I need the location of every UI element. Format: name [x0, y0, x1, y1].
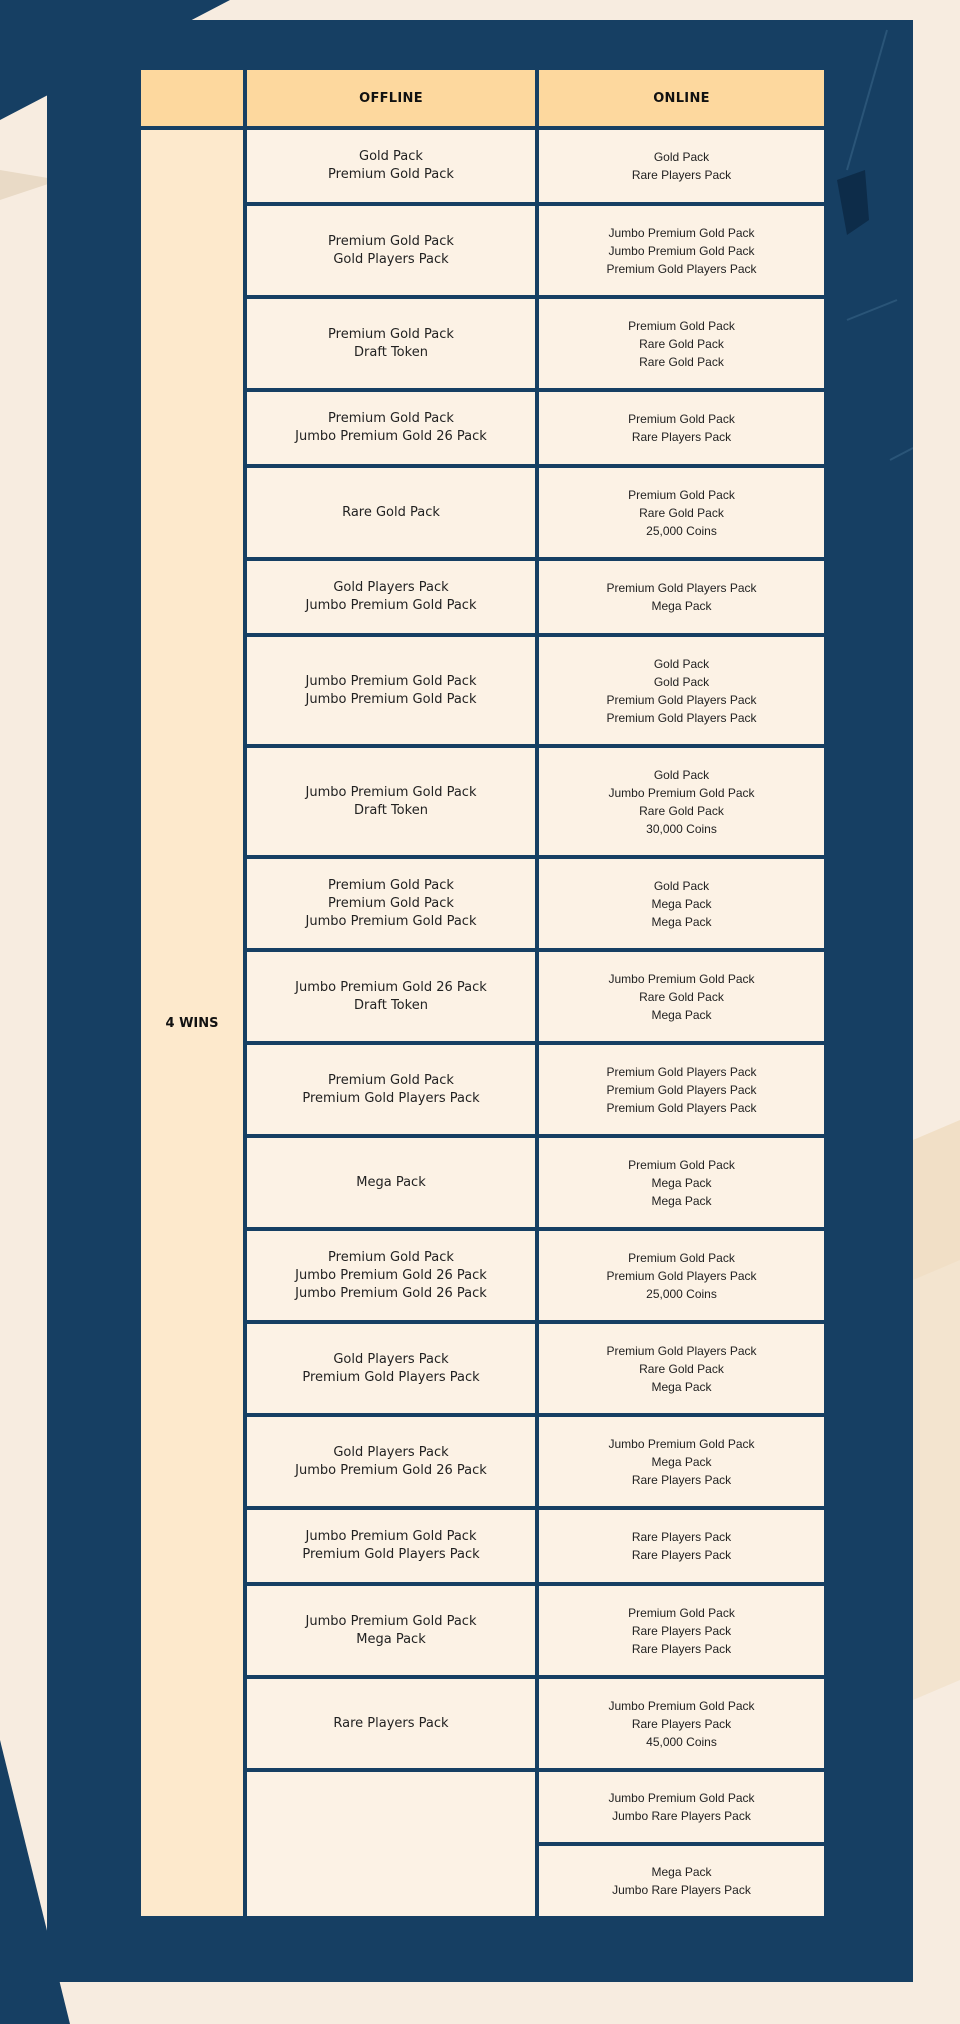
table-row — [141, 1772, 824, 1842]
online-cell — [539, 1679, 824, 1768]
offline-reward: Mega Pack — [356, 1631, 426, 1647]
online-reward: Premium Gold Players Pack — [606, 1100, 757, 1115]
online-cell — [539, 1846, 824, 1916]
online-reward: Rare Players Pack — [631, 168, 732, 182]
offline-cell — [247, 952, 535, 1041]
offline-reward: Jumbo Premium Gold Pack — [305, 598, 477, 613]
online-cell — [539, 1586, 824, 1675]
offline-cell — [247, 637, 535, 744]
online-reward: Jumbo Premium Gold Pack — [608, 971, 755, 986]
online-reward: Mega Pack — [651, 1865, 712, 1879]
offline-cell — [247, 859, 535, 948]
offline-cell — [247, 130, 535, 202]
online-cell — [539, 1510, 824, 1582]
table-row — [141, 1231, 824, 1320]
online-reward: Premium Gold Pack — [628, 1250, 735, 1265]
offline-reward: Jumbo Premium Gold 26 Pack — [295, 1462, 487, 1478]
offline-reward: Mega Pack — [356, 1174, 426, 1190]
online-reward: Rare Gold Pack — [639, 803, 724, 818]
offline-cell — [247, 1417, 535, 1506]
online-cell — [539, 1138, 824, 1227]
online-reward: Mega Pack — [651, 914, 712, 929]
online-reward: Premium Gold Players Pack — [606, 1268, 757, 1283]
offline-cell — [247, 1231, 535, 1320]
online-reward: Jumbo Premium Gold Pack — [608, 243, 755, 258]
online-reward: Gold Pack — [653, 878, 710, 893]
online-cell — [539, 952, 824, 1041]
online-cell — [539, 206, 824, 295]
online-cell — [539, 468, 824, 557]
online-reward: Rare Gold Pack — [639, 336, 724, 351]
offline-reward: Gold Players Pack — [333, 1351, 449, 1367]
online-reward: Gold Pack — [653, 767, 710, 782]
online-cell — [539, 1417, 824, 1506]
online-reward: Mega Pack — [651, 599, 712, 613]
offline-cell — [247, 1679, 535, 1768]
offline-cell — [247, 1586, 535, 1675]
offline-reward: Premium Gold Pack — [328, 167, 454, 182]
online-reward: Gold Pack — [653, 656, 710, 671]
offline-reward: Premium Gold Pack — [328, 1249, 454, 1265]
offline-reward: Jumbo Premium Gold 26 Pack — [295, 1267, 487, 1283]
rewards-table — [137, 66, 828, 1920]
online-reward: Jumbo Premium Gold Pack — [608, 1791, 755, 1805]
table-row — [141, 1679, 824, 1768]
offline-reward: Premium Gold Players Pack — [302, 1369, 480, 1385]
online-cell — [539, 859, 824, 948]
offline-cell — [247, 468, 535, 557]
table-row — [141, 468, 824, 557]
online-reward: Premium Gold Players Pack — [606, 261, 757, 276]
online-reward: Gold Pack — [653, 150, 710, 164]
online-reward: Jumbo Rare Players Pack — [612, 1883, 751, 1897]
online-reward: Rare Players Pack — [631, 1472, 732, 1487]
offline-cell — [247, 1772, 535, 1916]
offline-cell — [247, 561, 535, 633]
online-reward: Rare Players Pack — [631, 1530, 732, 1544]
online-cell — [539, 130, 824, 202]
online-reward: Rare Players Pack — [631, 1641, 732, 1656]
offline-reward: Jumbo Premium Gold Pack — [305, 691, 477, 707]
online-reward: Jumbo Premium Gold Pack — [608, 1436, 755, 1451]
offline-reward: Jumbo Premium Gold Pack — [305, 673, 477, 689]
header-blank-cell — [141, 70, 243, 126]
online-reward: Rare Gold Pack — [639, 354, 724, 369]
online-cell — [539, 637, 824, 744]
online-reward: 30,000 Coins — [646, 821, 717, 836]
online-cell — [539, 392, 824, 464]
online-reward: Premium Gold Pack — [628, 1605, 735, 1620]
online-reward: Mega Pack — [651, 1454, 712, 1469]
online-reward: Mega Pack — [651, 1379, 712, 1394]
offline-reward: Premium Gold Pack — [328, 326, 454, 342]
offline-reward: Premium Gold Pack — [328, 1072, 454, 1088]
table-row — [141, 748, 824, 855]
offline-reward: Draft Token — [354, 344, 428, 360]
offline-reward: Jumbo Premium Gold Pack — [305, 1613, 477, 1629]
table-row — [141, 1324, 824, 1413]
online-cell — [539, 561, 824, 633]
offline-cell — [247, 1045, 535, 1134]
offline-reward: Jumbo Premium Gold 26 Pack — [295, 1285, 487, 1301]
online-cell — [539, 748, 824, 855]
table-row — [141, 1417, 824, 1506]
online-reward: 45,000 Coins — [646, 1734, 717, 1749]
offline-cell — [247, 1510, 535, 1582]
online-reward: Rare Players Pack — [631, 1548, 732, 1562]
offline-reward: Rare Players Pack — [333, 1715, 449, 1731]
online-reward: Premium Gold Players Pack — [606, 1343, 757, 1358]
online-reward: Mega Pack — [651, 1007, 712, 1022]
online-reward: Premium Gold Pack — [628, 1157, 735, 1172]
online-reward: Premium Gold Players Pack — [606, 581, 757, 595]
table-row — [141, 392, 824, 464]
online-cell — [539, 1231, 824, 1320]
offline-reward: Gold Players Pack — [333, 580, 449, 595]
online-reward: Mega Pack — [651, 896, 712, 911]
offline-cell — [247, 1138, 535, 1227]
offline-reward: Draft Token — [354, 997, 428, 1013]
offline-cell — [247, 748, 535, 855]
wins-label: 4 WINS — [141, 130, 243, 1916]
offline-cell — [247, 299, 535, 388]
online-header: ONLINE — [539, 70, 824, 126]
offline-reward: Jumbo Premium Gold 26 Pack — [295, 429, 487, 444]
online-reward: 25,000 Coins — [646, 523, 717, 538]
table-row — [141, 130, 824, 202]
table-row — [141, 561, 824, 633]
online-reward: Jumbo Rare Players Pack — [612, 1809, 751, 1823]
offline-reward: Jumbo Premium Gold Pack — [305, 1529, 477, 1544]
table-row — [141, 1045, 824, 1134]
offline-reward: Rare Gold Pack — [342, 504, 440, 520]
header-row — [141, 70, 824, 126]
table-row — [141, 637, 824, 744]
offline-header: OFFLINE — [247, 70, 535, 126]
offline-reward: Gold Pack — [359, 149, 423, 164]
offline-reward: Jumbo Premium Gold Pack — [305, 913, 477, 929]
online-reward: Rare Players Pack — [631, 430, 732, 444]
offline-reward: Gold Players Pack — [333, 251, 449, 267]
table-row — [141, 1586, 824, 1675]
online-reward: Premium Gold Players Pack — [606, 1064, 757, 1079]
online-reward: Jumbo Premium Gold Pack — [608, 785, 755, 800]
table-row — [141, 299, 824, 388]
table-row — [141, 206, 824, 295]
offline-reward: Premium Gold Players Pack — [302, 1547, 480, 1562]
online-reward: Rare Gold Pack — [639, 989, 724, 1004]
online-reward: Mega Pack — [651, 1193, 712, 1208]
online-cell — [539, 1324, 824, 1413]
online-reward: Premium Gold Pack — [628, 412, 735, 426]
online-reward: Jumbo Premium Gold Pack — [608, 225, 755, 240]
online-reward: Rare Gold Pack — [639, 505, 724, 520]
online-cell — [539, 299, 824, 388]
offline-cell — [247, 392, 535, 464]
online-reward: Premium Gold Players Pack — [606, 692, 757, 707]
offline-reward: Premium Gold Players Pack — [302, 1090, 480, 1106]
offline-reward: Gold Players Pack — [333, 1444, 449, 1460]
offline-reward: Premium Gold Pack — [328, 233, 454, 249]
table-row — [141, 1510, 824, 1582]
offline-cell — [247, 206, 535, 295]
offline-reward: Draft Token — [354, 802, 428, 818]
offline-reward: Jumbo Premium Gold 26 Pack — [295, 979, 487, 995]
offline-reward: Premium Gold Pack — [328, 895, 454, 911]
offline-reward: Premium Gold Pack — [328, 877, 454, 893]
online-reward: Premium Gold Players Pack — [606, 1082, 757, 1097]
online-reward: Mega Pack — [651, 1175, 712, 1190]
table-row — [141, 859, 824, 948]
offline-reward: Jumbo Premium Gold Pack — [305, 784, 477, 800]
online-cell — [539, 1772, 824, 1842]
table-row — [141, 1138, 824, 1227]
online-reward: Premium Gold Players Pack — [606, 710, 757, 725]
offline-cell — [247, 1324, 535, 1413]
online-reward: Premium Gold Pack — [628, 487, 735, 502]
online-reward: Rare Players Pack — [631, 1716, 732, 1731]
online-reward: Gold Pack — [653, 674, 710, 689]
online-reward: Rare Players Pack — [631, 1623, 732, 1638]
table-row — [141, 952, 824, 1041]
offline-reward: Premium Gold Pack — [328, 411, 454, 426]
online-reward: Premium Gold Pack — [628, 318, 735, 333]
online-reward: Rare Gold Pack — [639, 1361, 724, 1376]
online-reward: 25,000 Coins — [646, 1286, 717, 1301]
online-reward: Jumbo Premium Gold Pack — [608, 1698, 755, 1713]
online-cell — [539, 1045, 824, 1134]
